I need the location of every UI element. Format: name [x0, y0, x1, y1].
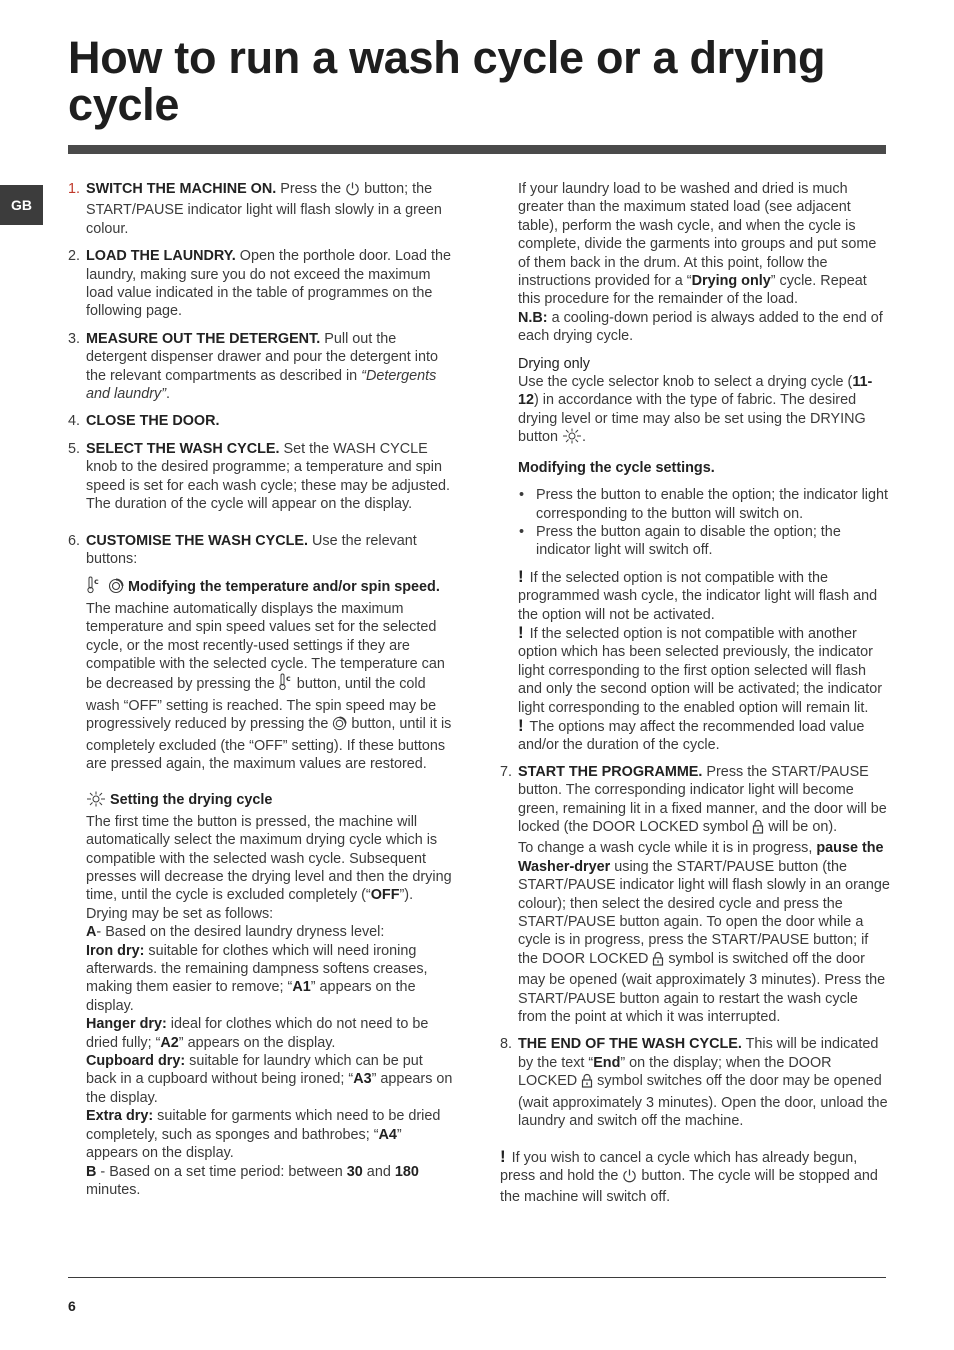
- paragraph-text: ” cycle. Repeat this procedure for the remainder of the load.: [518, 273, 867, 308]
- svg-text:c: c: [285, 674, 291, 684]
- step-2: [68, 247, 454, 321]
- step-text: Use the relevant buttons:: [86, 532, 417, 567]
- warning-text: The options may affect the recommended load value and/or the duration of the cycle.: [518, 718, 865, 754]
- step-8: [500, 1035, 890, 1130]
- step-text: Press the START/PAUSE button. The corresponding indicator light will become green, remaining lit in a fixed manner, and the door will be locked (the DOOR LOCKED symbol: [518, 763, 887, 835]
- temperature-spin-section: [86, 576, 454, 773]
- step-number: 1.: [68, 181, 81, 197]
- step-text: ” on the display; when the DOOR LOCKED: [518, 1054, 832, 1090]
- svg-text:c: c: [94, 577, 99, 587]
- paragraph-text: suitable for garments which need to be dried completely, such as sponges and bathrobes; “: [86, 1108, 441, 1143]
- paragraph-text: ” appears on the display.: [86, 1071, 453, 1106]
- paragraph-text: a cooling-down period is always added to the end of each drying cycle.: [518, 309, 883, 345]
- list-item: • Press the button to enable the option; the indicator light corresponding to the button will switch on.: [518, 486, 890, 523]
- step-text: To change a wash cycle while it is in progress,: [518, 840, 817, 857]
- step-text: This will be indicated by the text “: [518, 1036, 879, 1071]
- drying-section: [86, 791, 454, 1199]
- language-tab: GB: [0, 185, 43, 225]
- step-heading: CLOSE THE DOOR.: [86, 413, 220, 430]
- step-text: using the START/PAUSE button (the START/PAUSE indicator light will flash slowly in an orange colour); then select the desired cycle and press the START/PAUSE button again. To open the door while a cycle is in progress, press the START/PAUSE button; if the DOOR LOCKED: [518, 858, 890, 967]
- power-icon: [622, 1168, 637, 1188]
- subsection-heading: Drying only: [518, 355, 590, 372]
- title-divider: [68, 145, 886, 154]
- subsection-heading: Setting the drying cycle: [110, 792, 273, 809]
- paragraph-text: - Based on a set time period: between: [96, 1163, 347, 1180]
- padlock-icon: [752, 819, 764, 839]
- step-heading: START THE PROGRAMME.: [518, 763, 703, 780]
- section-reference: “Detergents and laundry”: [86, 367, 437, 403]
- warning-icon: !: [518, 622, 524, 642]
- paragraph-text: The first time the button is pressed, the machine will automatically select the maximum drying cycle which is compatible with the selected wash cycle. Subsequent presses will decrease the drying level and then the drying time, until the cycle is excluded completely (“: [86, 813, 452, 904]
- time-min: 30: [346, 1163, 363, 1180]
- option-bullet-list: [518, 486, 890, 560]
- drying-sun-icon: [86, 791, 106, 812]
- spin-icon: [108, 578, 124, 599]
- list-item: • Press the button again to disable the option; the indicator light will switch off.: [518, 523, 890, 560]
- intro-section: [500, 180, 890, 755]
- paragraph-text: and: [362, 1163, 395, 1180]
- paragraph-text: ” appears on the display.: [86, 979, 416, 1014]
- paragraph-text: If your laundry load to be washed and dried is much greater than the maximum stated load (see adjacent table), perform the wash cycle, and when the cycle is complete, divide the garments into groups and put some of them back in the drum. At this point, follow the instructions provided for a “: [518, 181, 877, 290]
- left-column: [68, 180, 454, 1208]
- option-label: Hanger dry:: [86, 1016, 167, 1033]
- step-3: [68, 330, 454, 404]
- display-code: A1: [292, 979, 311, 996]
- step-text: will be on).: [764, 819, 838, 835]
- step-number: 4.: [68, 413, 81, 430]
- step-6: [68, 532, 454, 1200]
- paragraph-text: ” appears on the display.: [86, 1126, 402, 1162]
- note-label: N.B:: [518, 309, 548, 326]
- cycle-name: Drying only: [691, 273, 771, 290]
- step-heading: MEASURE OUT THE DETERGENT.: [86, 330, 321, 347]
- step-5: [68, 440, 454, 514]
- paragraph-text: .: [582, 429, 587, 446]
- drying-sun-icon: [562, 428, 582, 449]
- padlock-icon: [652, 951, 664, 971]
- cycle-range: 11-12: [518, 374, 873, 409]
- display-code: End: [593, 1054, 621, 1071]
- step-text: Pull out the detergent dispenser drawer and pour the detergent into the relevant compartments as described in: [86, 330, 439, 384]
- paragraph-text: button, until the cold wash “OFF” setting is reached. The spin speed may be progressively reduced by pressing the: [86, 676, 437, 733]
- step-text: button; the START/PAUSE indicator light will flash slowly in a green colour.: [86, 181, 442, 237]
- paragraph-text: button, until it is completely excluded (the “OFF” setting). If these buttons are pressed again, the maximum values are restored.: [86, 716, 452, 772]
- warning-text: If the selected option is not compatible with the programmed wash cycle, the indicator light will flash and the option will not be activated.: [518, 569, 878, 623]
- paragraph-text: ”).: [399, 887, 414, 904]
- warning-icon: !: [518, 715, 524, 735]
- page-title: How to run a wash cycle or a drying cycle: [68, 32, 826, 130]
- cancel-note: [500, 1148, 890, 1207]
- padlock-icon: [581, 1073, 593, 1093]
- time-max: 180: [394, 1163, 419, 1180]
- step-text: Press the: [276, 181, 346, 197]
- warning-icon: !: [500, 1146, 506, 1166]
- step-4: [68, 412, 454, 430]
- paragraph-text: suitable for laundry which can be put back in a cupboard without being ironed; “: [86, 1053, 423, 1088]
- option-label: Extra dry:: [86, 1108, 154, 1125]
- paragraph-text: If you wish to cancel a cycle which has already begun, press and hold the: [500, 1149, 858, 1184]
- step-heading: CUSTOMISE THE WASH CYCLE.: [86, 532, 309, 549]
- paragraph-text: ” appears on the display.: [178, 1034, 336, 1051]
- step-text: Open the porthole door. Load the laundry, making sure you do not exceed the maximum load value indicated in the table of programmes on the following page.: [86, 248, 451, 320]
- paragraph-text: Use the cycle selector knob to select a drying cycle (: [518, 374, 853, 391]
- step-text: Set the WASH CYCLE knob to the desired programme; a temperature and spin speed is set for each wash cycle; these may be adjusted. The duration of the cycle will appear on the display.: [86, 440, 450, 513]
- step-text: symbol switches off the door may be opened (wait approximately 3 minutes). Open the door, unload the laundry and switch off the machine.: [518, 1073, 888, 1130]
- step-number: 6.: [68, 532, 81, 549]
- step-number: 3.: [68, 330, 81, 347]
- paragraph-text: - Based on the desired laundry dryness level:: [96, 924, 385, 941]
- warning-text: If the selected option is not compatible with another option which has been selected previously, the indicator light corresponding to the first option selected will flash and only the second option will be activated; the indicator light corresponding to the enabled option will remain lit.: [518, 625, 882, 716]
- option-label: B: [86, 1163, 97, 1180]
- step-heading: LOAD THE LAUNDRY.: [86, 248, 236, 265]
- paragraph-text: ) in accordance with the type of fabric. The desired drying level or time may also be set using the DRYING button: [518, 392, 866, 446]
- paragraph-text: ideal for clothes which do not need to be dried fully; “: [86, 1016, 429, 1051]
- paragraph-text: button. The cycle will be stopped and the machine will switch off.: [500, 1167, 878, 1206]
- power-icon: [345, 181, 360, 201]
- step-heading: SELECT THE WASH CYCLE.: [86, 440, 280, 457]
- display-code: A3: [353, 1071, 372, 1088]
- footer-divider: [68, 1277, 886, 1278]
- thermometer-icon: [86, 576, 104, 599]
- step-text: symbol is switched off the door may be opened (wait approximately 3 minutes). Press the START/PAUSE button again to restart the wash cycle from the point at which it was interrupted.: [518, 950, 886, 1026]
- step-number: 7.: [500, 763, 513, 780]
- step-1: [68, 180, 454, 238]
- spin-icon: [332, 716, 347, 736]
- page-number: 6: [68, 1298, 76, 1314]
- step-7: [500, 763, 890, 1027]
- setting-value: OFF: [370, 887, 400, 904]
- thermometer-icon: [279, 673, 293, 696]
- display-code: A4: [378, 1126, 397, 1143]
- paragraph-text: Drying may be set as follows:: [86, 905, 274, 922]
- subsection-heading: Modifying the cycle settings.: [518, 459, 715, 476]
- paragraph-text: The machine automatically displays the maximum temperature and spin speed values set for the selected cycle, or the most recently-used settings if they are compatible with the selected cycle. The temperature can be decreased by pressing the: [86, 600, 445, 693]
- right-column: [500, 180, 890, 1207]
- step-number: 8.: [500, 1036, 513, 1053]
- step-heading: SWITCH THE MACHINE ON.: [86, 181, 277, 197]
- option-label: Cupboard dry:: [86, 1053, 186, 1070]
- step-number: 2.: [68, 248, 81, 265]
- step-text: .: [166, 386, 170, 403]
- display-code: A2: [160, 1034, 179, 1051]
- emphasis-text: pause the Washer-dryer: [518, 840, 884, 875]
- option-label: A: [86, 924, 97, 941]
- paragraph-text: minutes.: [86, 1181, 141, 1198]
- step-heading: THE END OF THE WASH CYCLE.: [518, 1036, 742, 1053]
- step-number: 5.: [68, 440, 81, 457]
- paragraph-text: suitable for clothes which will need ironing afterwards. the remaining dampness softens creases, making them easier to remove; “: [86, 942, 428, 996]
- subsection-heading: Modifying the temperature and/or spin speed.: [128, 579, 440, 596]
- option-label: Iron dry:: [86, 942, 145, 959]
- warning-icon: !: [518, 566, 524, 586]
